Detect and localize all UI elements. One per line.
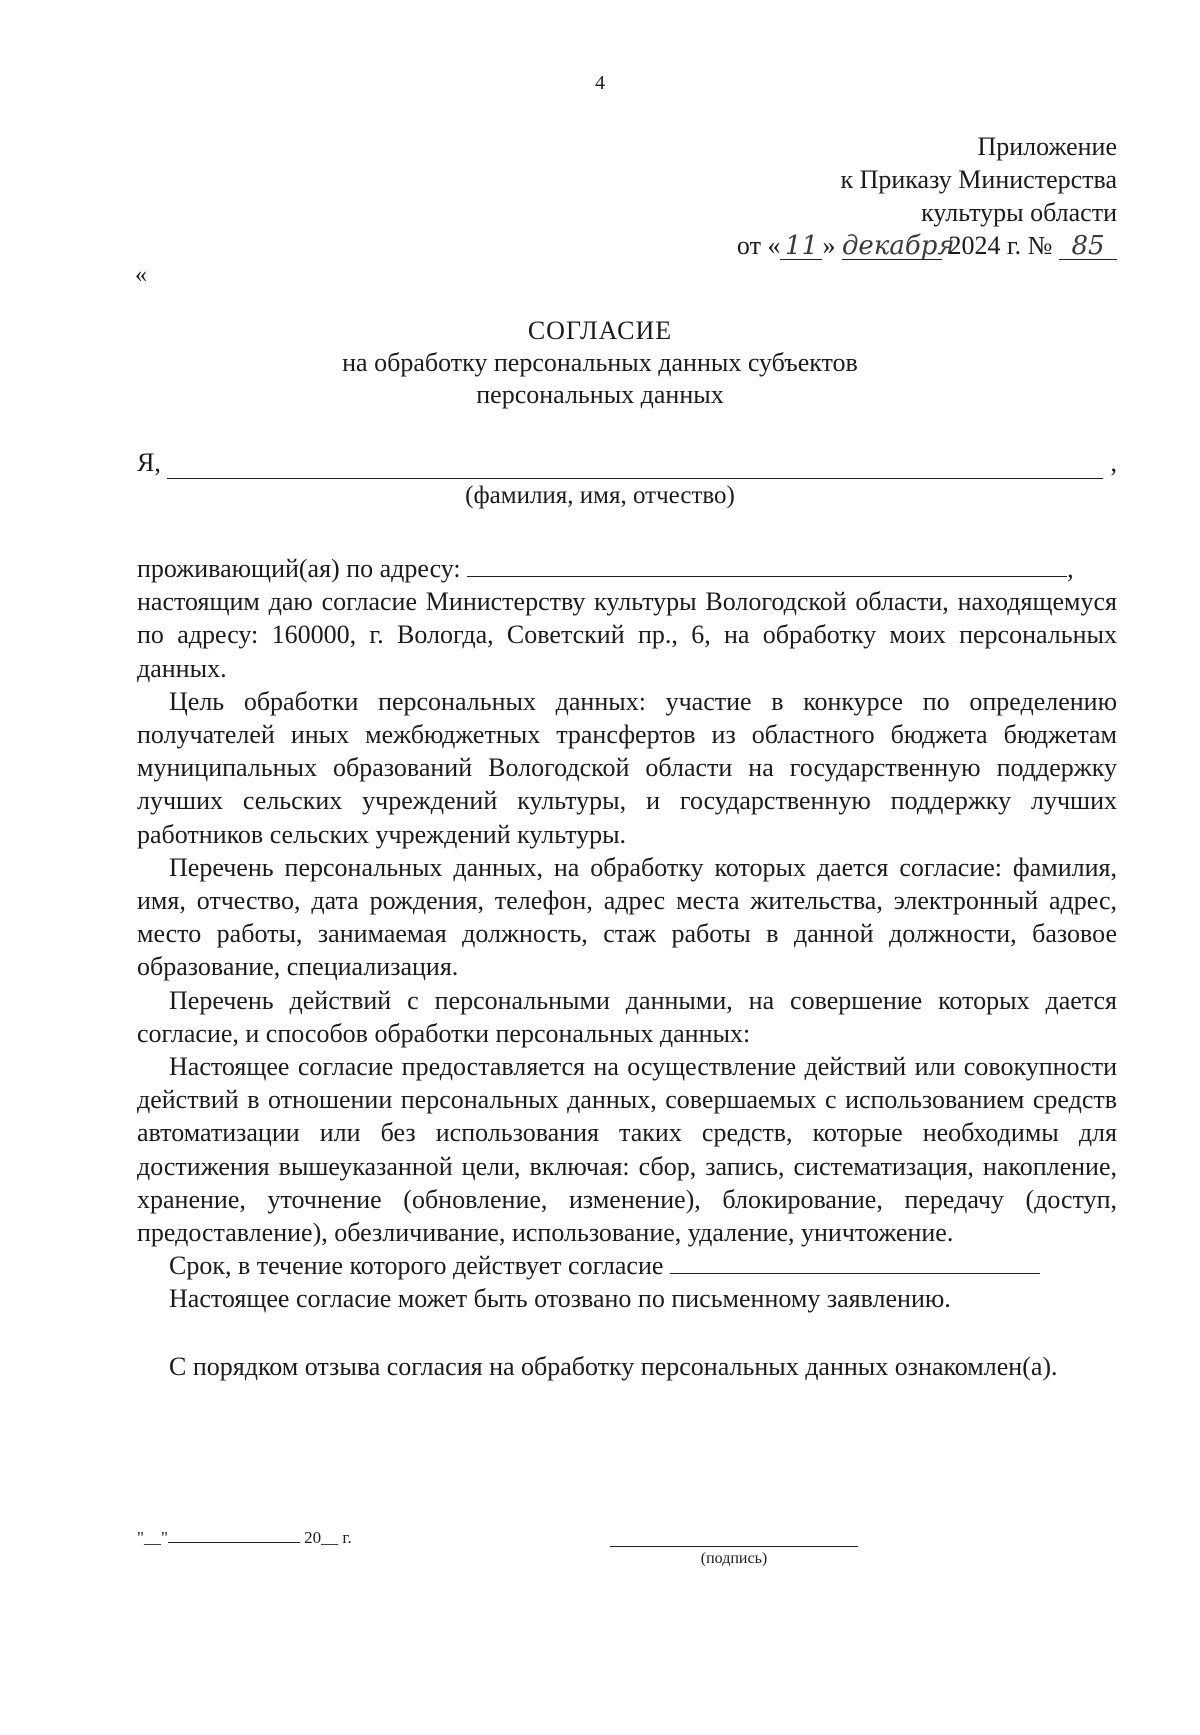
date-mid: »	[822, 231, 836, 260]
opening-quote: «	[135, 262, 147, 288]
date-day-handwritten: 11	[780, 233, 822, 260]
document-subtitle-line1: на обработку персональных данных субъектов	[342, 348, 858, 377]
address-label: проживающий(ая) по адресу:	[137, 554, 461, 583]
fio-field[interactable]	[137, 448, 1117, 478]
document-subtitle-line2: персональных данных	[476, 380, 724, 409]
ya-label: Я,	[137, 448, 161, 477]
address-line	[137, 552, 1117, 585]
paragraph-revoke: Настоящее согласие может быть отозвано по письменному заявлению.	[169, 1284, 951, 1314]
paragraph-data-list: Перечень персональных данных, на обработку которых дается согласие: фамилия, имя, отчество, дата рождения, телефон, адрес места жительства, электронный адрес, место работы, занимаемая должность, стаж работы в данной должности, базовое образование, специализация.	[137, 852, 1117, 982]
sign-date-year: 20__ г.	[304, 1528, 352, 1547]
appendix-line1: Приложение	[977, 132, 1117, 161]
signature-line[interactable]	[610, 1546, 858, 1547]
sign-date	[137, 1528, 352, 1548]
document-body	[137, 552, 1117, 1383]
sign-date-blank[interactable]	[168, 1528, 300, 1543]
date-month-handwritten: декабря	[841, 231, 955, 261]
page-number: 4	[595, 72, 605, 94]
appendix-line2: к Приказу Министерства	[840, 165, 1117, 194]
paragraph-provided: Настоящее согласие предоставляется на осуществление действий или совокупности действий в отношении персональных данных, совершаемых с использованием средств автоматизации или без использования таких средств, которые необходимы для достижения вышеуказанной цели, включая: сбор, запись, систематизация, накопление, хранение, уточнение (обновление, изменение), блокирование, передачу (доступ, предоставление), обезличивание, использование, удаление, уничтожение.	[137, 1052, 1117, 1248]
title-block	[0, 315, 1200, 411]
date-year: 2024 г. №	[948, 231, 1053, 260]
order-number-handwritten: 85	[1059, 233, 1117, 260]
address-blank[interactable]	[467, 554, 1067, 577]
fio-comma: ,	[1110, 448, 1117, 477]
appendix-date-line	[737, 229, 1117, 262]
term-blank[interactable]	[670, 1251, 1040, 1274]
date-prefix: от «	[736, 231, 781, 260]
signature-label: (подпись)	[700, 1550, 768, 1567]
appendix-header	[737, 130, 1117, 262]
sign-date-open: "__"	[137, 1528, 168, 1547]
fio-hint: (фамилия, имя, отчество)	[465, 482, 735, 509]
paragraph-term	[137, 1249, 1117, 1282]
paragraph-actions: Перечень действий с персональными данными, на совершение которых дается согласие, и способов обработки персональных данных:	[137, 985, 1117, 1048]
term-label: Срок, в течение которого действует согласие	[169, 1251, 664, 1281]
paragraph-consent: настоящим даю согласие Министерству культуры Вологодской области, находящемуся по адресу: 160000, г. Вологда, Советский пр., 6, на обработку моих персональных данных.	[137, 587, 1117, 683]
document-title: СОГЛАСИЕ	[527, 316, 673, 345]
appendix-line3: культуры области	[921, 198, 1117, 227]
address-comma: ,	[1067, 554, 1074, 583]
paragraph-acquainted: С порядком отзыва согласия на обработку персональных данных ознакомлен(а).	[169, 1351, 1058, 1381]
paragraph-purpose: Цель обработки персональных данных: участие в конкурсе по определению получателей иных межбюджетных трансфертов из областного бюджета бюджетам муниципальных образований Вологодской области на государственную поддержку лучших сельских учреждений культуры, и государственную поддержку лучших работников сельских учреждений культуры.	[137, 686, 1117, 849]
fio-blank-line	[167, 478, 1103, 479]
